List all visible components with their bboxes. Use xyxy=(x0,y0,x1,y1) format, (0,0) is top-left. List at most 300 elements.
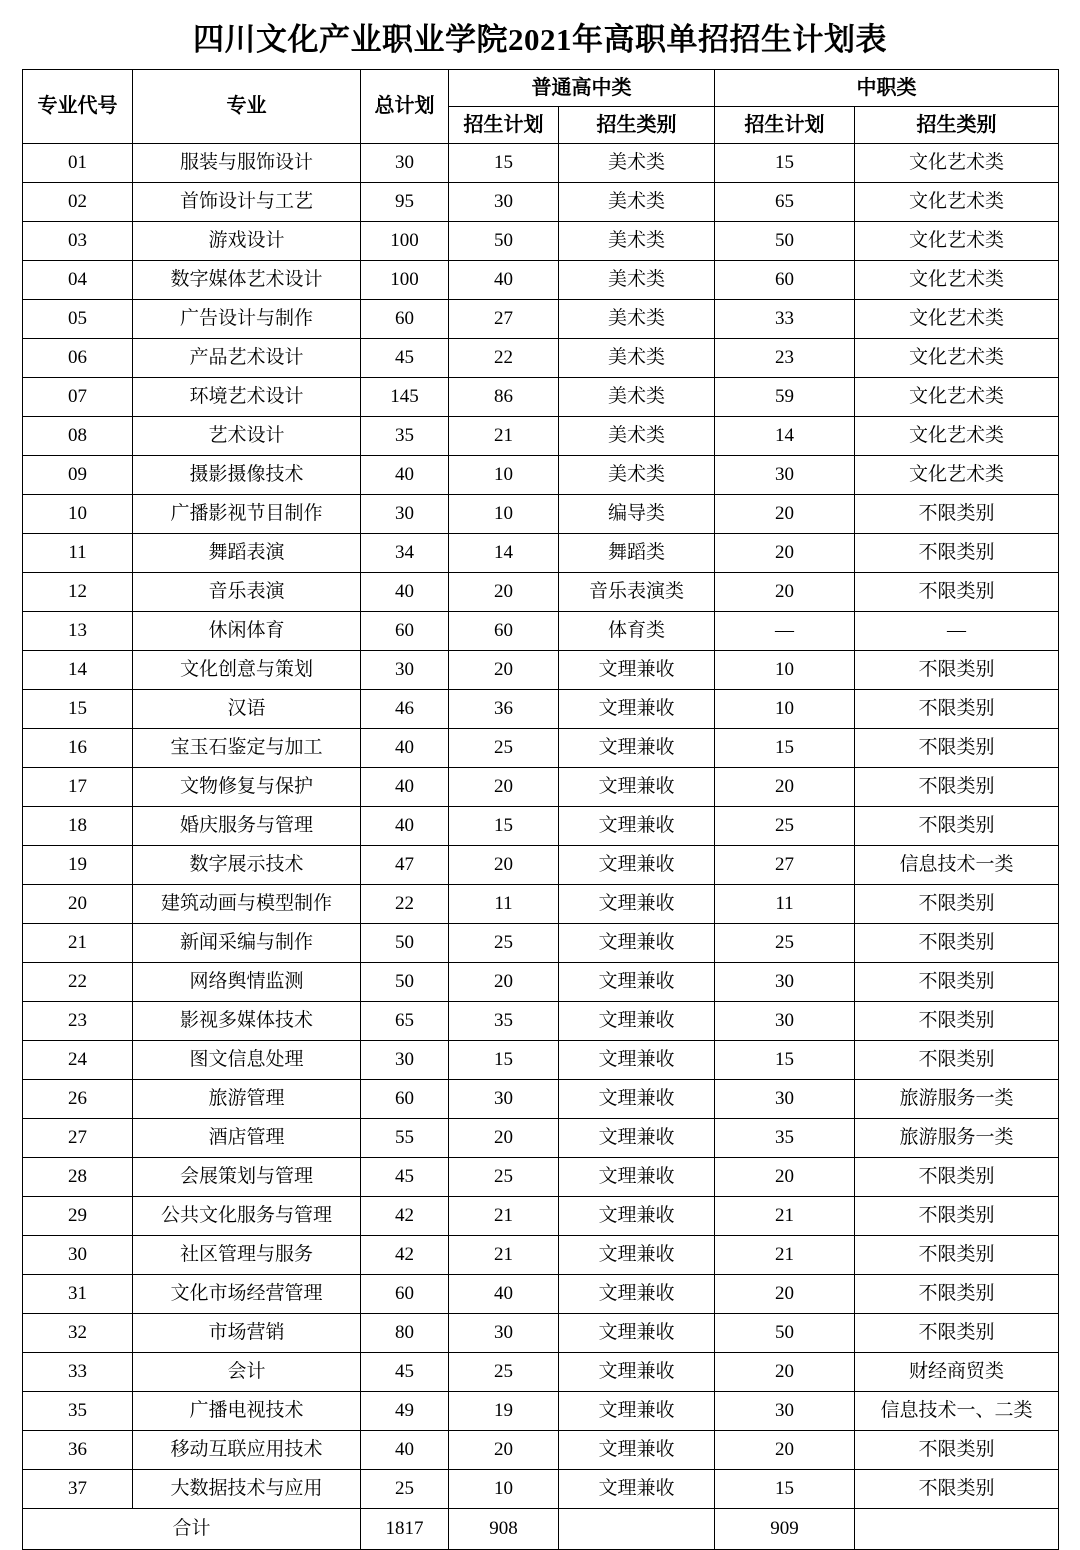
cell-vocational-category: 文化艺术类 xyxy=(855,261,1059,300)
table-row xyxy=(23,144,1059,183)
cell-major-code: 21 xyxy=(23,924,133,963)
cell-major-code: 22 xyxy=(23,963,133,1002)
cell-general-plan: 35 xyxy=(449,1002,559,1041)
cell-major-name: 音乐表演 xyxy=(133,573,361,612)
admission-plan-table xyxy=(22,69,1059,1550)
cell-vocational-plan: 20 xyxy=(715,495,855,534)
table-row xyxy=(23,1470,1059,1509)
cell-total-plan: 30 xyxy=(361,651,449,690)
cell-general-category: 文理兼收 xyxy=(559,1236,715,1275)
header-total-plan: 总计划 xyxy=(361,70,449,144)
table-row xyxy=(23,1041,1059,1080)
cell-major-name: 公共文化服务与管理 xyxy=(133,1197,361,1236)
cell-total-plan: 60 xyxy=(361,612,449,651)
cell-general-plan: 10 xyxy=(449,495,559,534)
table-row xyxy=(23,1392,1059,1431)
cell-vocational-category: 旅游服务一类 xyxy=(855,1080,1059,1119)
cell-general-category: 美术类 xyxy=(559,417,715,456)
cell-vocational-plan: 30 xyxy=(715,1002,855,1041)
cell-total-label: 合计 xyxy=(23,1509,361,1550)
cell-major-name: 舞蹈表演 xyxy=(133,534,361,573)
cell-general-category-sum xyxy=(559,1509,715,1550)
cell-total-plan: 22 xyxy=(361,885,449,924)
cell-major-code: 18 xyxy=(23,807,133,846)
cell-vocational-plan: 25 xyxy=(715,807,855,846)
cell-general-category: 文理兼收 xyxy=(559,729,715,768)
cell-general-category: 美术类 xyxy=(559,222,715,261)
cell-major-name: 婚庆服务与管理 xyxy=(133,807,361,846)
cell-general-category: 文理兼收 xyxy=(559,885,715,924)
cell-total-plan: 30 xyxy=(361,144,449,183)
cell-vocational-category: 不限类别 xyxy=(855,768,1059,807)
cell-general-category: 美术类 xyxy=(559,183,715,222)
cell-major-code: 15 xyxy=(23,690,133,729)
cell-total-plan: 40 xyxy=(361,807,449,846)
cell-major-code: 37 xyxy=(23,1470,133,1509)
cell-general-category: 文理兼收 xyxy=(559,1353,715,1392)
cell-general-category: 文理兼收 xyxy=(559,1158,715,1197)
cell-general-category: 文理兼收 xyxy=(559,1119,715,1158)
cell-vocational-plan: 60 xyxy=(715,261,855,300)
cell-general-plan: 30 xyxy=(449,1314,559,1353)
cell-total-plan: 40 xyxy=(361,768,449,807)
cell-major-name: 休闲体育 xyxy=(133,612,361,651)
cell-vocational-category: 不限类别 xyxy=(855,1197,1059,1236)
cell-general-category: 文理兼收 xyxy=(559,963,715,1002)
cell-major-name: 社区管理与服务 xyxy=(133,1236,361,1275)
cell-major-code: 12 xyxy=(23,573,133,612)
table-row xyxy=(23,378,1059,417)
cell-total-plan: 45 xyxy=(361,1158,449,1197)
cell-vocational-category: 不限类别 xyxy=(855,1431,1059,1470)
cell-vocational-plan: 10 xyxy=(715,690,855,729)
cell-major-name: 产品艺术设计 xyxy=(133,339,361,378)
cell-general-plan: 30 xyxy=(449,183,559,222)
cell-major-code: 32 xyxy=(23,1314,133,1353)
cell-major-code: 29 xyxy=(23,1197,133,1236)
cell-total-plan: 60 xyxy=(361,300,449,339)
cell-general-category: 文理兼收 xyxy=(559,1080,715,1119)
cell-general-category: 文理兼收 xyxy=(559,1392,715,1431)
cell-vocational-plan: 20 xyxy=(715,534,855,573)
table-row xyxy=(23,456,1059,495)
cell-general-plan: 30 xyxy=(449,1080,559,1119)
table-row xyxy=(23,534,1059,573)
cell-total-plan: 42 xyxy=(361,1236,449,1275)
cell-major-name: 摄影摄像技术 xyxy=(133,456,361,495)
cell-vocational-category: 不限类别 xyxy=(855,495,1059,534)
cell-vocational-category: 不限类别 xyxy=(855,573,1059,612)
cell-major-code: 35 xyxy=(23,1392,133,1431)
cell-major-code: 13 xyxy=(23,612,133,651)
cell-vocational-category: 不限类别 xyxy=(855,1314,1059,1353)
cell-total-plan: 42 xyxy=(361,1197,449,1236)
cell-vocational-category: 文化艺术类 xyxy=(855,417,1059,456)
cell-general-plan: 40 xyxy=(449,261,559,300)
cell-vocational-plan: 21 xyxy=(715,1236,855,1275)
cell-major-code: 27 xyxy=(23,1119,133,1158)
cell-major-code: 04 xyxy=(23,261,133,300)
cell-vocational-plan: 20 xyxy=(715,573,855,612)
cell-vocational-category: 财经商贸类 xyxy=(855,1353,1059,1392)
cell-vocational-category: 不限类别 xyxy=(855,651,1059,690)
cell-vocational-category: 不限类别 xyxy=(855,963,1059,1002)
cell-vocational-plan: 20 xyxy=(715,1431,855,1470)
table-row xyxy=(23,573,1059,612)
cell-vocational-plan: 15 xyxy=(715,729,855,768)
cell-total-plan: 40 xyxy=(361,456,449,495)
cell-general-plan: 21 xyxy=(449,1197,559,1236)
table-row xyxy=(23,612,1059,651)
cell-general-category: 文理兼收 xyxy=(559,1197,715,1236)
table-row xyxy=(23,768,1059,807)
table-row xyxy=(23,729,1059,768)
cell-total-plan: 145 xyxy=(361,378,449,417)
cell-major-code: 07 xyxy=(23,378,133,417)
cell-total-plan: 60 xyxy=(361,1275,449,1314)
cell-general-plan: 21 xyxy=(449,1236,559,1275)
cell-general-category: 舞蹈类 xyxy=(559,534,715,573)
cell-major-name: 酒店管理 xyxy=(133,1119,361,1158)
cell-general-category: 文理兼收 xyxy=(559,1314,715,1353)
cell-total-plan: 65 xyxy=(361,1002,449,1041)
cell-major-name: 大数据技术与应用 xyxy=(133,1470,361,1509)
cell-vocational-plan: 14 xyxy=(715,417,855,456)
cell-vocational-category: 不限类别 xyxy=(855,1275,1059,1314)
cell-total-plan: 25 xyxy=(361,1470,449,1509)
cell-vocational-category: 不限类别 xyxy=(855,534,1059,573)
header-group-general: 普通高中类 xyxy=(449,70,715,107)
cell-vocational-category: 不限类别 xyxy=(855,729,1059,768)
cell-major-code: 20 xyxy=(23,885,133,924)
cell-vocational-category: 不限类别 xyxy=(855,1002,1059,1041)
cell-major-name: 数字媒体艺术设计 xyxy=(133,261,361,300)
cell-vocational-plan: 10 xyxy=(715,651,855,690)
cell-general-category: 美术类 xyxy=(559,300,715,339)
table-row xyxy=(23,222,1059,261)
cell-total-sum: 1817 xyxy=(361,1509,449,1550)
cell-major-code: 11 xyxy=(23,534,133,573)
cell-major-name: 文化创意与策划 xyxy=(133,651,361,690)
cell-general-category: 美术类 xyxy=(559,261,715,300)
cell-general-plan: 20 xyxy=(449,573,559,612)
cell-vocational-category: 旅游服务一类 xyxy=(855,1119,1059,1158)
cell-total-plan: 46 xyxy=(361,690,449,729)
cell-vocational-category: 不限类别 xyxy=(855,885,1059,924)
cell-general-plan: 25 xyxy=(449,729,559,768)
table-row xyxy=(23,183,1059,222)
cell-general-plan: 15 xyxy=(449,144,559,183)
cell-general-plan: 20 xyxy=(449,846,559,885)
cell-major-code: 03 xyxy=(23,222,133,261)
cell-major-name: 艺术设计 xyxy=(133,417,361,456)
cell-vocational-plan: 30 xyxy=(715,1080,855,1119)
table-row xyxy=(23,1275,1059,1314)
cell-major-name: 文物修复与保护 xyxy=(133,768,361,807)
cell-major-code: 19 xyxy=(23,846,133,885)
cell-vocational-category: 不限类别 xyxy=(855,1470,1059,1509)
cell-major-code: 14 xyxy=(23,651,133,690)
table-row xyxy=(23,339,1059,378)
cell-major-code: 17 xyxy=(23,768,133,807)
page-title: 四川文化产业职业学院2021年高职单招招生计划表 xyxy=(193,22,887,57)
cell-general-plan: 60 xyxy=(449,612,559,651)
cell-major-name: 环境艺术设计 xyxy=(133,378,361,417)
header-major-name: 专业 xyxy=(133,70,361,144)
cell-general-category: 编导类 xyxy=(559,495,715,534)
cell-vocational-plan: 30 xyxy=(715,963,855,1002)
cell-general-plan: 15 xyxy=(449,1041,559,1080)
cell-major-name: 市场营销 xyxy=(133,1314,361,1353)
cell-major-code: 24 xyxy=(23,1041,133,1080)
cell-total-plan: 50 xyxy=(361,963,449,1002)
cell-vocational-plan: — xyxy=(715,612,855,651)
cell-general-category: 音乐表演类 xyxy=(559,573,715,612)
cell-vocational-category: 文化艺术类 xyxy=(855,222,1059,261)
cell-major-code: 02 xyxy=(23,183,133,222)
table-row xyxy=(23,1431,1059,1470)
cell-total-plan: 100 xyxy=(361,222,449,261)
cell-vocational-category: 信息技术一类 xyxy=(855,846,1059,885)
cell-major-name: 文化市场经营管理 xyxy=(133,1275,361,1314)
cell-vocational-plan: 11 xyxy=(715,885,855,924)
table-row xyxy=(23,885,1059,924)
cell-major-name: 会计 xyxy=(133,1353,361,1392)
table-row xyxy=(23,807,1059,846)
cell-major-name: 首饰设计与工艺 xyxy=(133,183,361,222)
cell-major-name: 会展策划与管理 xyxy=(133,1158,361,1197)
cell-general-plan: 20 xyxy=(449,963,559,1002)
cell-general-category: 文理兼收 xyxy=(559,807,715,846)
cell-general-category: 文理兼收 xyxy=(559,1275,715,1314)
cell-general-category: 美术类 xyxy=(559,378,715,417)
cell-general-category: 文理兼收 xyxy=(559,651,715,690)
cell-vocational-plan: 35 xyxy=(715,1119,855,1158)
cell-major-name: 游戏设计 xyxy=(133,222,361,261)
table-row xyxy=(23,1119,1059,1158)
cell-major-name: 宝玉石鉴定与加工 xyxy=(133,729,361,768)
cell-major-code: 31 xyxy=(23,1275,133,1314)
header-general-plan: 招生计划 xyxy=(449,107,559,144)
table-row xyxy=(23,651,1059,690)
cell-vocational-plan: 25 xyxy=(715,924,855,963)
table-row xyxy=(23,1002,1059,1041)
cell-general-plan: 21 xyxy=(449,417,559,456)
cell-total-plan: 55 xyxy=(361,1119,449,1158)
table-row xyxy=(23,1236,1059,1275)
cell-major-code: 23 xyxy=(23,1002,133,1041)
cell-major-name: 广播电视技术 xyxy=(133,1392,361,1431)
cell-total-plan: 80 xyxy=(361,1314,449,1353)
cell-vocational-plan: 27 xyxy=(715,846,855,885)
cell-major-code: 28 xyxy=(23,1158,133,1197)
cell-total-plan: 34 xyxy=(361,534,449,573)
cell-major-code: 26 xyxy=(23,1080,133,1119)
header-vocational-category: 招生类别 xyxy=(855,107,1059,144)
cell-total-plan: 45 xyxy=(361,1353,449,1392)
cell-general-category: 文理兼收 xyxy=(559,690,715,729)
cell-total-plan: 30 xyxy=(361,495,449,534)
cell-total-plan: 47 xyxy=(361,846,449,885)
table-row xyxy=(23,1080,1059,1119)
cell-total-plan: 30 xyxy=(361,1041,449,1080)
cell-vocational-category: 不限类别 xyxy=(855,924,1059,963)
table-row xyxy=(23,417,1059,456)
header-major-code: 专业代号 xyxy=(23,70,133,144)
cell-total-plan: 40 xyxy=(361,729,449,768)
cell-major-name: 汉语 xyxy=(133,690,361,729)
header-vocational-plan: 招生计划 xyxy=(715,107,855,144)
cell-vocational-category: 文化艺术类 xyxy=(855,183,1059,222)
cell-major-code: 08 xyxy=(23,417,133,456)
cell-major-code: 30 xyxy=(23,1236,133,1275)
cell-vocational-category: 文化艺术类 xyxy=(855,300,1059,339)
header-general-category: 招生类别 xyxy=(559,107,715,144)
cell-total-plan: 50 xyxy=(361,924,449,963)
cell-vocational-plan: 30 xyxy=(715,456,855,495)
cell-vocational-plan: 23 xyxy=(715,339,855,378)
table-row xyxy=(23,1158,1059,1197)
cell-major-name: 广告设计与制作 xyxy=(133,300,361,339)
cell-general-plan: 14 xyxy=(449,534,559,573)
cell-vocational-category: 不限类别 xyxy=(855,807,1059,846)
cell-general-category: 美术类 xyxy=(559,339,715,378)
cell-vocational-plan: 20 xyxy=(715,1353,855,1392)
cell-total-plan: 40 xyxy=(361,573,449,612)
cell-general-category: 体育类 xyxy=(559,612,715,651)
cell-vocational-plan: 21 xyxy=(715,1197,855,1236)
cell-vocational-plan: 15 xyxy=(715,1470,855,1509)
table-row xyxy=(23,261,1059,300)
cell-major-name: 服装与服饰设计 xyxy=(133,144,361,183)
cell-general-plan: 20 xyxy=(449,1119,559,1158)
table-row xyxy=(23,924,1059,963)
cell-general-plan: 20 xyxy=(449,651,559,690)
cell-total-plan: 95 xyxy=(361,183,449,222)
cell-vocational-plan: 15 xyxy=(715,144,855,183)
cell-major-name: 建筑动画与模型制作 xyxy=(133,885,361,924)
cell-major-code: 36 xyxy=(23,1431,133,1470)
cell-general-plan: 10 xyxy=(449,456,559,495)
cell-general-plan: 25 xyxy=(449,1158,559,1197)
cell-total-plan: 45 xyxy=(361,339,449,378)
cell-general-plan: 86 xyxy=(449,378,559,417)
cell-general-category: 文理兼收 xyxy=(559,768,715,807)
cell-major-name: 广播影视节目制作 xyxy=(133,495,361,534)
cell-general-plan: 20 xyxy=(449,768,559,807)
cell-vocational-plan: 20 xyxy=(715,1158,855,1197)
cell-vocational-category: 不限类别 xyxy=(855,1158,1059,1197)
table-row xyxy=(23,690,1059,729)
cell-general-plan: 11 xyxy=(449,885,559,924)
table-row xyxy=(23,495,1059,534)
cell-vocational-plan: 20 xyxy=(715,1275,855,1314)
table-row xyxy=(23,963,1059,1002)
cell-vocational-plan: 50 xyxy=(715,1314,855,1353)
cell-vocational-plan: 50 xyxy=(715,222,855,261)
cell-general-plan: 40 xyxy=(449,1275,559,1314)
cell-major-name: 数字展示技术 xyxy=(133,846,361,885)
cell-vocational-category: 不限类别 xyxy=(855,690,1059,729)
cell-general-plan: 19 xyxy=(449,1392,559,1431)
cell-vocational-category: 文化艺术类 xyxy=(855,339,1059,378)
cell-vocational-category: 不限类别 xyxy=(855,1041,1059,1080)
cell-general-category: 文理兼收 xyxy=(559,846,715,885)
cell-vocational-category: 文化艺术类 xyxy=(855,456,1059,495)
cell-vocational-category: — xyxy=(855,612,1059,651)
cell-general-category: 美术类 xyxy=(559,144,715,183)
cell-major-code: 16 xyxy=(23,729,133,768)
cell-vocational-plan: 15 xyxy=(715,1041,855,1080)
cell-vocational-category: 文化艺术类 xyxy=(855,144,1059,183)
cell-general-category: 文理兼收 xyxy=(559,1041,715,1080)
table-row xyxy=(23,1353,1059,1392)
cell-major-name: 旅游管理 xyxy=(133,1080,361,1119)
cell-vocational-plan: 20 xyxy=(715,768,855,807)
cell-major-code: 10 xyxy=(23,495,133,534)
cell-general-category: 文理兼收 xyxy=(559,924,715,963)
cell-major-code: 06 xyxy=(23,339,133,378)
cell-vocational-plan: 65 xyxy=(715,183,855,222)
table-total-row xyxy=(23,1509,1059,1550)
cell-major-name: 移动互联应用技术 xyxy=(133,1431,361,1470)
header-group-vocational: 中职类 xyxy=(715,70,1059,107)
cell-vocational-plan: 33 xyxy=(715,300,855,339)
cell-major-name: 网络舆情监测 xyxy=(133,963,361,1002)
table-body xyxy=(23,144,1059,1550)
cell-major-name: 影视多媒体技术 xyxy=(133,1002,361,1041)
cell-general-plan: 27 xyxy=(449,300,559,339)
cell-major-code: 33 xyxy=(23,1353,133,1392)
cell-general-plan: 50 xyxy=(449,222,559,261)
cell-vocational-category-sum xyxy=(855,1509,1059,1550)
cell-total-plan: 40 xyxy=(361,1431,449,1470)
cell-general-plan: 10 xyxy=(449,1470,559,1509)
table-row xyxy=(23,300,1059,339)
cell-vocational-category: 信息技术一、二类 xyxy=(855,1392,1059,1431)
cell-vocational-plan: 59 xyxy=(715,378,855,417)
cell-major-name: 新闻采编与制作 xyxy=(133,924,361,963)
cell-total-plan: 100 xyxy=(361,261,449,300)
cell-general-plan: 22 xyxy=(449,339,559,378)
table-header xyxy=(23,70,1059,144)
cell-general-category: 文理兼收 xyxy=(559,1431,715,1470)
cell-general-plan: 20 xyxy=(449,1431,559,1470)
cell-total-plan: 60 xyxy=(361,1080,449,1119)
cell-vocational-category: 文化艺术类 xyxy=(855,378,1059,417)
cell-general-category: 美术类 xyxy=(559,456,715,495)
cell-general-plan-sum: 908 xyxy=(449,1509,559,1550)
cell-major-code: 05 xyxy=(23,300,133,339)
header-row-1 xyxy=(23,70,1059,107)
cell-major-code: 09 xyxy=(23,456,133,495)
cell-vocational-plan-sum: 909 xyxy=(715,1509,855,1550)
cell-major-name: 图文信息处理 xyxy=(133,1041,361,1080)
cell-general-plan: 36 xyxy=(449,690,559,729)
cell-vocational-plan: 30 xyxy=(715,1392,855,1431)
cell-total-plan: 49 xyxy=(361,1392,449,1431)
cell-total-plan: 35 xyxy=(361,417,449,456)
cell-general-category: 文理兼收 xyxy=(559,1470,715,1509)
table-row xyxy=(23,1314,1059,1353)
table-row xyxy=(23,1197,1059,1236)
cell-general-plan: 25 xyxy=(449,1353,559,1392)
table-row xyxy=(23,846,1059,885)
cell-general-category: 文理兼收 xyxy=(559,1002,715,1041)
cell-vocational-category: 不限类别 xyxy=(855,1236,1059,1275)
cell-major-code: 01 xyxy=(23,144,133,183)
cell-general-plan: 25 xyxy=(449,924,559,963)
